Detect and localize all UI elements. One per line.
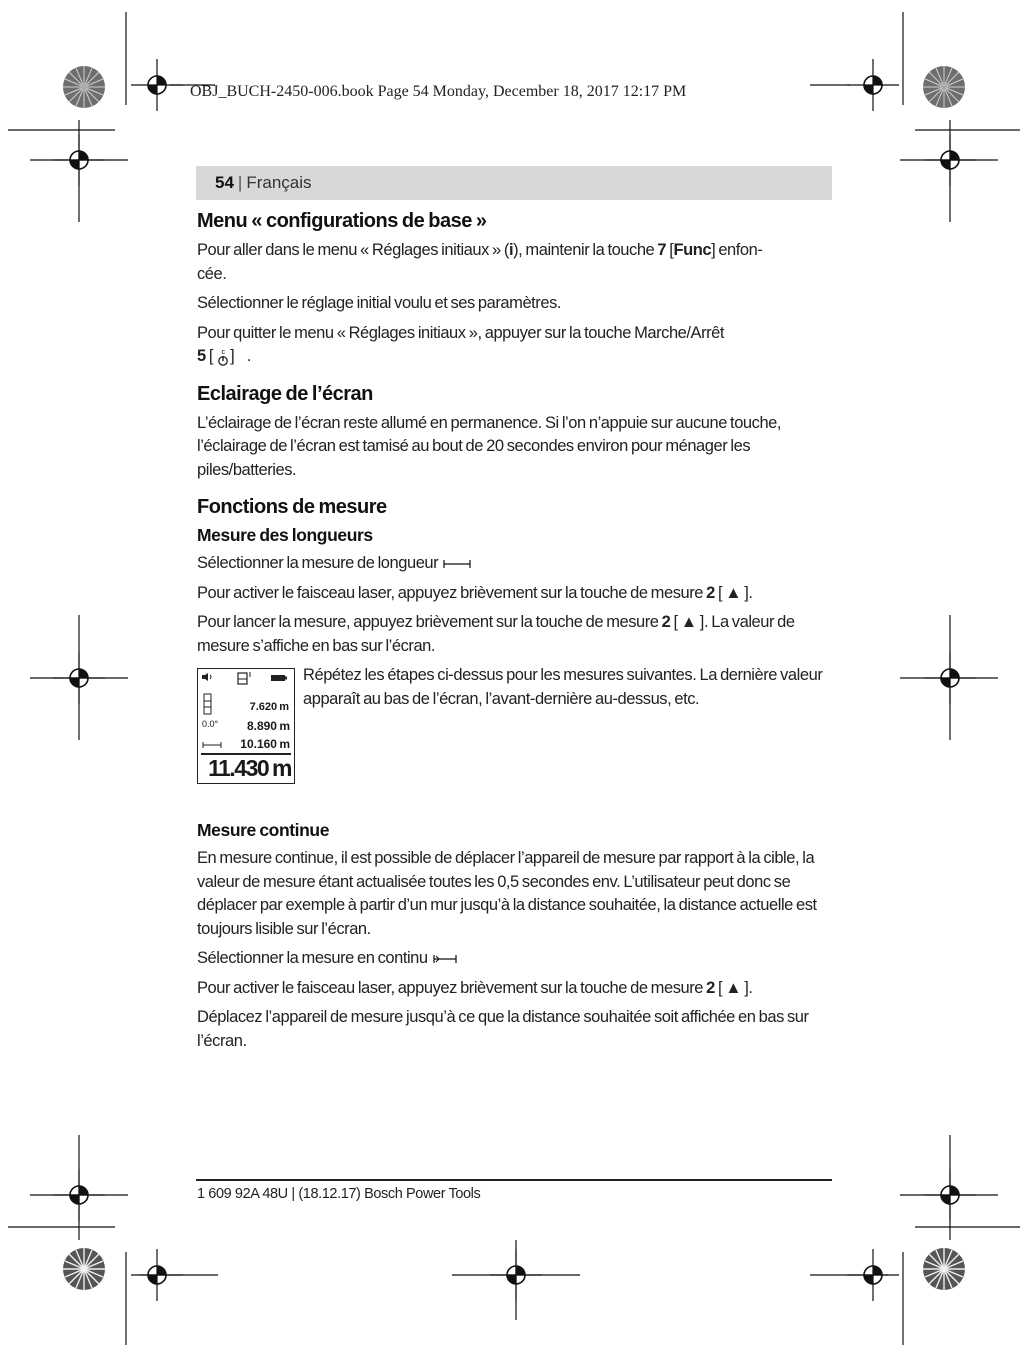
footer-rule — [196, 1179, 832, 1181]
page-content — [197, 210, 833, 1059]
svg-text:c: c — [221, 348, 225, 356]
display-value-2: 8.890 m — [246, 719, 290, 733]
display-value-3: 10.160 m — [240, 737, 290, 751]
color-wheel-icon — [63, 66, 105, 108]
grayscale-wheel-icon — [63, 1248, 105, 1290]
page-footer: 1 609 92A 48U | (18.12.17) Bosch Power Tools — [197, 1186, 481, 1202]
header-separator: | — [237, 173, 243, 192]
menu-paragraph-3: Pour quitter le menu « Réglages initiaux », appuyer sur la touche Marche/Arrêt 5 [ c ] . — [197, 323, 725, 365]
sound-icon — [201, 672, 215, 682]
battery-icon — [270, 674, 288, 682]
header-language: Français — [246, 173, 312, 192]
continue-paragraph-4: Déplacez l’appareil de mesure jusqu’à ce que la distance souhaitée soit affichée en bas sur l’écran. — [197, 1008, 809, 1050]
print-slug: OBJ_BUCH-2450-006.book Page 54 Monday, December 18, 2017 12:17 PM — [190, 83, 687, 100]
longueurs-paragraph-2: Pour activer le faisceau laser, appuyez brièvement sur la touche de mesure 2 [ ▲ ]. — [197, 583, 753, 602]
longueurs-paragraph-1: Sélectionner la mesure de longueur — [197, 552, 833, 576]
continue-paragraph-2: Sélectionner la mesure en continu — [197, 947, 833, 971]
heading-continue: Mesure continue — [197, 820, 330, 840]
on-off-key-icon — [216, 347, 230, 367]
menu-paragraph-2: Sélectionner le réglage initial voulu et ses paramètres. — [197, 294, 562, 312]
level-indicator-icon — [203, 693, 213, 715]
heading-longueurs: Mesure des longueurs — [197, 525, 373, 545]
display-figure-row — [197, 664, 833, 784]
reference-point-icon — [236, 671, 254, 685]
heading-fonctions: Fonctions de mesure — [197, 496, 387, 518]
display-main-value: 11.430 m — [208, 755, 291, 781]
longueurs-paragraph-3: Pour lancer la mesure, appuyez brièvement sur la touche de mesure 2 [ ▲ ]. La valeur de mesure s’affiche en bas sur l’écran. — [197, 613, 795, 655]
eclairage-paragraph: L’éclairage de l’écran reste allumé en permanence. Si l’on n’appuie sur aucune touche, l’éclairage de l’écran est tamisé au bout de 20 secondes environ pour ménager les piles/batteries. — [197, 413, 782, 479]
longueurs-paragraph-4: Répétez les étapes ci-dessus pour les mesures suivantes. La dernière valeur apparaît au bas de l’écran, l’avant-dernière au-dessus, etc. — [303, 666, 823, 708]
registration-mark-icon — [131, 59, 183, 111]
continue-paragraph-1: En mesure continue, il est possible de déplacer l’appareil de mesure par rapport à la cible, la valeur de mesure étant actualisée toutes les 0,5 secondes env. L’utilisateur peut donc se déplacer par exemple à partir d’un mur jusqu’à la distance souhaitée, la distance actuelle est toujours lisible sur l’écran. — [197, 849, 817, 938]
heading-menu: Menu « configurations de base » — [197, 210, 487, 232]
continuous-measure-icon — [431, 952, 459, 966]
continue-paragraph-3: Pour activer le faisceau laser, appuyez brièvement sur la touche de mesure 2 [ ▲ ]. — [197, 978, 753, 997]
page-number: 54 — [215, 173, 234, 192]
length-measure-icon — [441, 557, 473, 571]
length-measure-icon — [202, 740, 222, 750]
grayscale-wheel-icon — [923, 1248, 965, 1290]
heading-eclairage: Eclairage de l’écran — [197, 382, 373, 405]
device-display-illustration — [197, 668, 295, 784]
color-wheel-icon — [923, 66, 965, 108]
registration-mark-icon — [847, 59, 899, 111]
page-header — [196, 166, 832, 200]
menu-paragraph-1: Pour aller dans le menu « Réglages initiaux » (i), maintenir la touche 7 [Func] enfon- cée. — [197, 241, 763, 283]
display-value-1: 7.620 m — [249, 701, 289, 713]
display-angle: 0.0° — [202, 719, 219, 729]
